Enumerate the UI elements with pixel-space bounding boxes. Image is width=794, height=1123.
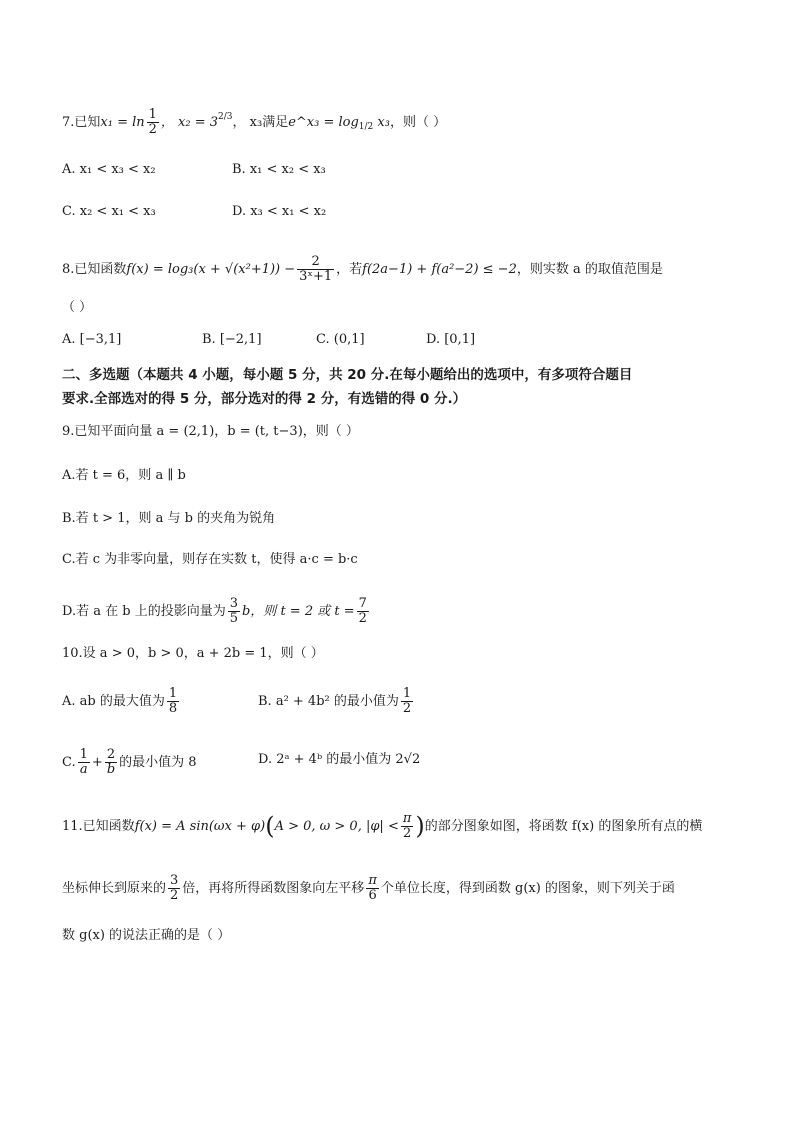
q9-option-c: C.若 c 为非零向量，则存在实数 t，使得 a·c = b·c — [62, 552, 358, 567]
q8-option-b: B. [−2,1] — [202, 332, 262, 347]
q8-stem — [62, 255, 663, 284]
q7-option-c: C. x₂ < x₁ < x₃ — [62, 204, 156, 219]
q10-option-d: D. 2ᵃ + 4ᵇ 的最小值为 2√2 — [258, 752, 421, 767]
q7-x2-exp: 2/3 — [218, 112, 233, 122]
q11-stem-line1 — [62, 812, 702, 841]
section2-heading-line2: 要求.全部选对的得 5 分，部分选对的得 2 分，有选错的得 0 分.） — [62, 391, 467, 407]
q8-condition: f(2a−1) + f(a²−2) ≤ −2 — [362, 262, 517, 277]
q10-b-prefix: B. a² + 4b² 的最小值为 — [258, 694, 399, 709]
q9-stem: 9.已知平面向量 a = (2,1)，b = (t, t−3)，则（ ） — [62, 424, 359, 439]
q9-option-d — [62, 597, 371, 626]
q8-prefix: 8.已知函数 — [62, 262, 127, 277]
q9-option-b: B.若 t > 1，则 a 与 b 的夹角为锐角 — [62, 511, 276, 526]
q9-option-a: A.若 t = 6，则 a ∥ b — [62, 468, 186, 483]
q11-close-paren: ) — [415, 812, 425, 840]
q7-eq: e^x₃ = log — [288, 115, 359, 130]
q10-b-frac: $\frac{1}{2}$ — [402, 686, 412, 716]
q11-l2-frac1: $\frac{3}{2}$ — [170, 873, 179, 903]
q7-x1: x₁ = ln — [100, 115, 145, 130]
q11-func: f(x) = A sin(ωx + φ) — [134, 819, 266, 834]
q8-mid: ，若 — [336, 262, 363, 277]
q9-d-frac1: $\frac{3}{5}$ — [229, 596, 238, 626]
q8-suffix: ，则实数 a 的取值范围是 — [516, 262, 663, 277]
q10-a-prefix: A. ab 的最大值为 — [62, 694, 165, 709]
q9-d-prefix: D.若 a 在 b 上的投影向量为 — [62, 604, 226, 619]
q7-stem — [62, 108, 446, 137]
q7-x2: ， x₂ = 3 — [160, 115, 219, 130]
q7-frac: $\frac{1}{2}$ — [148, 107, 157, 137]
q10-c-frac2: $\frac{2}{b}$ — [106, 747, 116, 777]
q10-c-plus: + — [91, 755, 103, 770]
q11-open-paren: ( — [265, 812, 275, 840]
q11-cond: A > 0, ω > 0, |φ| < — [274, 819, 399, 834]
q8-frac: $\frac{2}{\text{3ˣ+1}}$ — [299, 254, 333, 284]
q10-stem: 10.设 a > 0，b > 0，a + 2b = 1，则（ ） — [62, 646, 324, 661]
q11-l2-frac2: $\frac{\pi}{6}$ — [368, 873, 377, 903]
section2-heading-line1: 二、多选题（本题共 4 小题，每小题 5 分，共 20 分.在每小题给出的选项中，有多项符合题目 — [62, 367, 633, 383]
q11-prefix: 11.已知函数 — [62, 819, 135, 834]
q9-d-mid: b，则 t = 2 或 t = — [241, 604, 355, 619]
q11-stem-line2 — [62, 874, 675, 903]
q11-suffix: 的部分图象如图，将函数 f(x) 的图象所有点的横 — [424, 819, 703, 834]
q10-option-c — [62, 748, 197, 777]
q8-option-a: A. [−3,1] — [62, 332, 122, 347]
q10-option-b — [258, 687, 415, 716]
q7-option-b: B. x₁ < x₂ < x₃ — [232, 162, 326, 177]
q11-cond-frac: $\frac{\pi}{2}$ — [402, 811, 412, 841]
q8-option-d: D. [0,1] — [426, 332, 476, 347]
q11-l2-mid: 倍，再将所得函数图象向左平移 — [182, 881, 365, 896]
q11-stem-line3: 数 g(x) 的说法正确的是（ ） — [62, 928, 231, 943]
q9-d-frac2: $\frac{7}{2}$ — [358, 596, 367, 626]
q7-prefix: 7.已知 — [62, 115, 101, 130]
q7-option-d: D. x₃ < x₁ < x₂ — [232, 204, 327, 219]
q7-option-a: A. x₁ < x₃ < x₂ — [62, 162, 156, 177]
q8-func: f(x) = log₃(x + √(x²+1)) − — [126, 262, 296, 277]
q7-log-base: 1/2 — [358, 122, 374, 132]
q8-option-c: C. (0,1] — [316, 332, 365, 347]
q10-c-frac1: $\frac{1}{a}$ — [79, 747, 88, 777]
q8-paren: （ ） — [62, 300, 93, 315]
q7-suffix: ，则（ ） — [389, 115, 447, 130]
q11-l2-suffix: 个单位长度，得到函数 g(x) 的图象，则下列关于函 — [380, 881, 675, 896]
q11-l2-prefix: 坐标伸长到原来的 — [62, 881, 167, 896]
q10-a-frac: $\frac{1}{8}$ — [168, 686, 178, 716]
q10-c-suffix: 的最小值为 8 — [119, 755, 197, 770]
q10-c-prefix: C. — [62, 755, 76, 770]
q7-x3: ， x₃满足 — [232, 115, 289, 130]
q10-option-a — [62, 687, 181, 716]
q7-log-arg: x₃ — [373, 115, 390, 130]
